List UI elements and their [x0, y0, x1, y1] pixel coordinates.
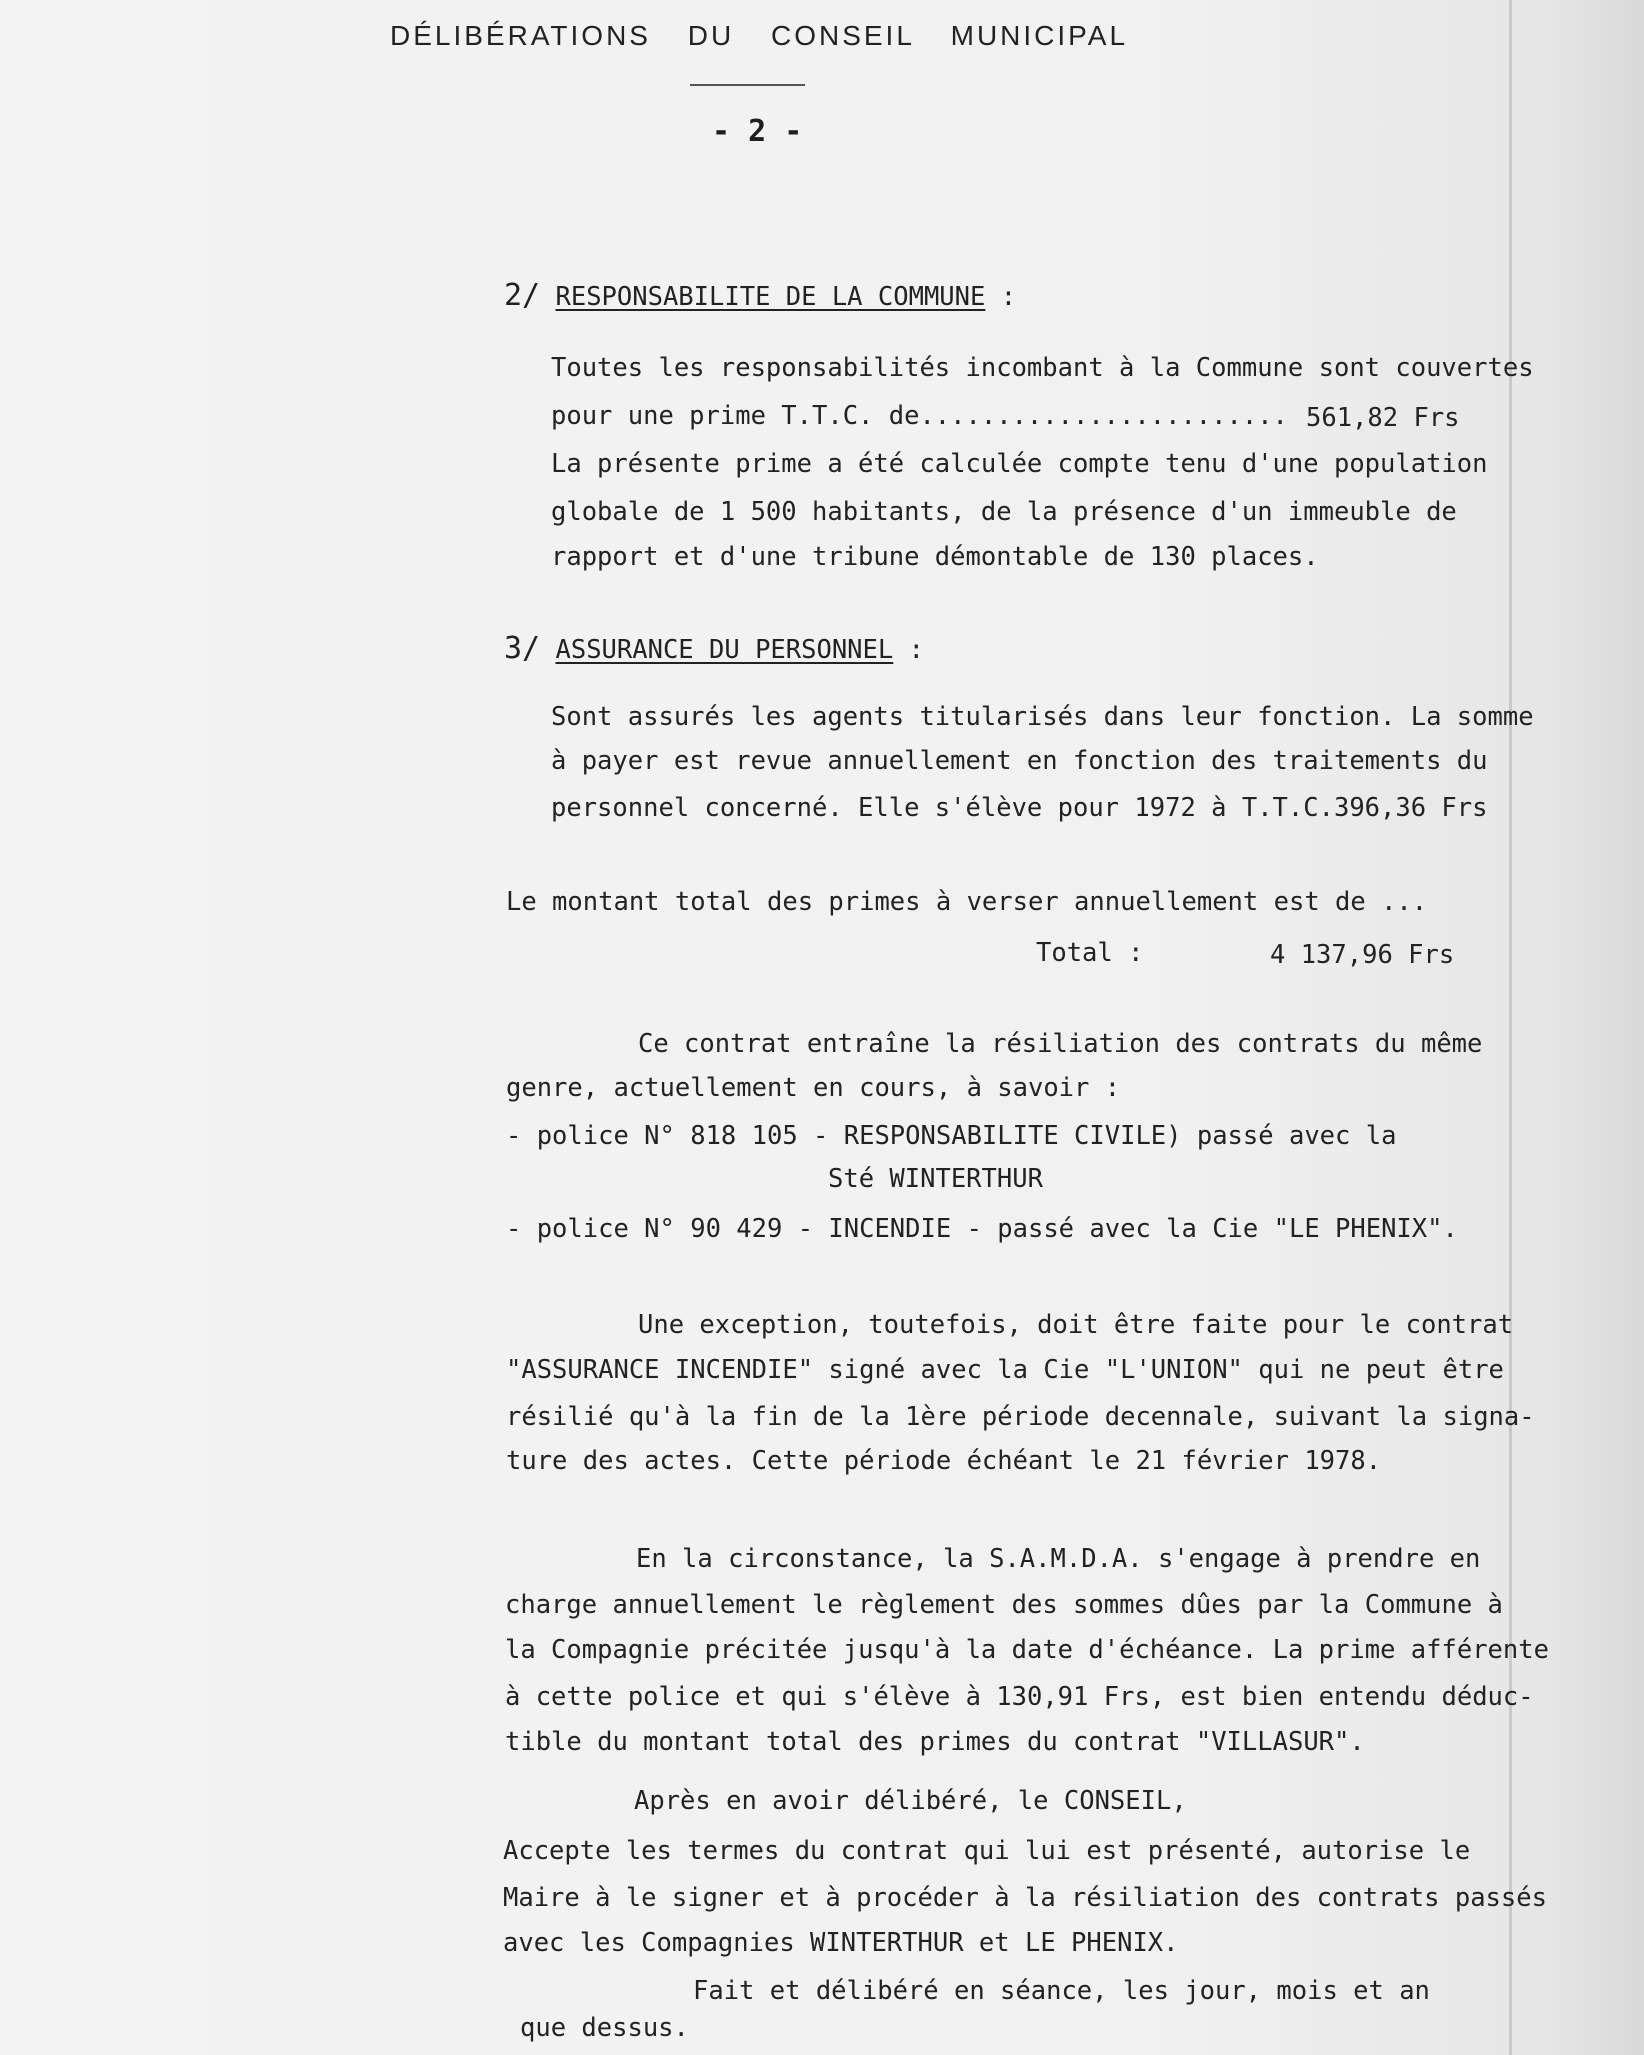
section-2-line: Toutes les responsabilités incombant à la Commune sont couvertes: [551, 353, 1534, 383]
exception-line: "ASSURANCE INCENDIE" signé avec la Cie "L'UNION" qui ne peut être: [506, 1355, 1504, 1385]
section-3-number: 3/: [504, 631, 541, 666]
section-2-heading: [504, 278, 1017, 313]
circumstance-line: la Compagnie précitée jusqu'à la date d'échéance. La prime afférente: [505, 1635, 1549, 1665]
exception-line: ture des actes. Cette période échéant le 21 février 1978.: [506, 1446, 1382, 1476]
section-2-line: globale de 1 500 habitants, de la présence d'un immeuble de: [551, 497, 1457, 527]
section-2-line: rapport et d'une tribune démontable de 130 places.: [551, 542, 1319, 572]
page-edge-shadow: [1509, 0, 1512, 2055]
section-3-heading: [504, 631, 924, 666]
section-3-line: personnel concerné. Elle s'élève pour 1972 à T.T.C.396,36 Frs: [551, 793, 1488, 823]
section-2-number: 2/: [504, 278, 541, 313]
closing-line: Fait et délibéré en séance, les jour, mois et an: [693, 1976, 1430, 2006]
circumstance-line: En la circonstance, la S.A.M.D.A. s'engage à prendre en: [636, 1544, 1481, 1574]
contract-line: genre, actuellement en cours, à savoir :: [506, 1073, 1121, 1103]
exception-line: Une exception, toutefois, doit être faite pour le contrat: [638, 1310, 1514, 1340]
section-3-line: Sont assurés les agents titularisés dans leur fonction. La somme: [551, 702, 1534, 732]
section-3-colon: :: [908, 635, 924, 665]
contract-line: Ce contrat entraîne la résiliation des contrats du même: [638, 1029, 1483, 1059]
circumstance-line: tible du montant total des primes du contrat "VILLASUR".: [505, 1727, 1365, 1757]
total-label: Total :: [1036, 938, 1144, 968]
section-2-line: pour une prime T.T.C. de........................: [551, 401, 1288, 431]
section-2-line: La présente prime a été calculée compte tenu d'une population: [551, 449, 1488, 479]
section-3-title: ASSURANCE DU PERSONNEL: [555, 635, 894, 665]
contract-policy-line: - police N° 90 429 - INCENDIE - passé avec la Cie "LE PHENIX".: [506, 1214, 1458, 1244]
exception-line: résilié qu'à la fin de la 1ère période decennale, suivant la signa-: [506, 1402, 1535, 1432]
circumstance-line: à cette police et qui s'élève à 130,91 Frs, est bien entendu déduc-: [505, 1682, 1534, 1712]
total-intro: Le montant total des primes à verser annuellement est de ...: [506, 887, 1428, 917]
contract-policy-line: - police N° 818 105 - RESPONSABILITE CIVILE) passé avec la: [506, 1121, 1397, 1151]
decision-line: Maire à le signer et à procéder à la résiliation des contrats passés: [503, 1883, 1547, 1913]
contract-insurer-line: Sté WINTERTHUR: [828, 1164, 1043, 1194]
page-number: - 2 -: [712, 114, 803, 149]
header-divider: [690, 84, 805, 86]
closing-line: que dessus.: [520, 2013, 689, 2043]
decision-line: avec les Compagnies WINTERTHUR et LE PHENIX.: [503, 1928, 1179, 1958]
section-3-line: à payer est revue annuellement en fonction des traitements du: [551, 746, 1488, 776]
decision-line: Accepte les termes du contrat qui lui est présenté, autorise le: [503, 1836, 1471, 1866]
section-2-colon: :: [1000, 282, 1017, 312]
decision-line: Après en avoir délibéré, le CONSEIL,: [634, 1786, 1187, 1816]
circumstance-line: charge annuellement le règlement des sommes dûes par la Commune à: [505, 1590, 1503, 1620]
section-2-premium-amount: 561,82 Frs: [1306, 403, 1460, 433]
page-header-title: DÉLIBÉRATIONS DU CONSEIL MUNICIPAL: [390, 20, 1129, 51]
section-2-title: RESPONSABILITE DE LA COMMUNE: [555, 282, 986, 312]
total-amount: 4 137,96 Frs: [1270, 940, 1455, 970]
